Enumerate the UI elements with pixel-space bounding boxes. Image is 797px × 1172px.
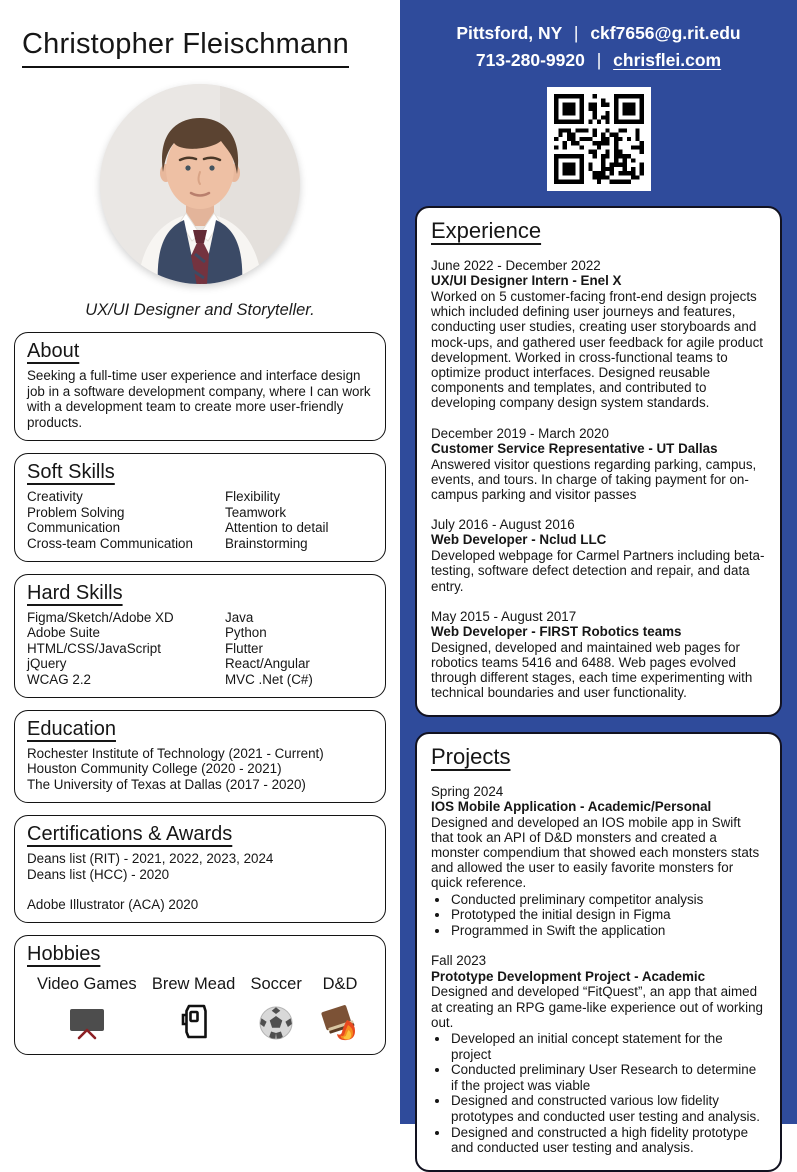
soft-skill [27, 536, 225, 551]
education-list [27, 746, 373, 792]
project-bullet [450, 892, 766, 908]
section-title-hobbies: Hobbies [27, 943, 101, 966]
soft-skill [225, 520, 373, 535]
contact-line-2 [415, 47, 782, 74]
hobby-label: Brew Mead [151, 975, 236, 994]
project-entry [431, 953, 766, 1155]
hard-skill [27, 672, 225, 687]
right-panel [400, 0, 797, 1156]
entry-role: Web Developer - FIRST Robotics teams [431, 624, 682, 640]
entry-dates: May 2015 - August 2017 [431, 608, 577, 624]
award-line [27, 867, 373, 882]
section-title-hard-skills: Hard Skills [27, 582, 123, 604]
contact-email: ckf7656@g.rit.edu [590, 23, 741, 43]
soft-skills-col1 [27, 489, 225, 551]
hobby-soccer [250, 975, 301, 1042]
experience-entry [431, 609, 766, 701]
project-bullet [450, 1093, 766, 1124]
entry-dates: June 2022 - December 2022 [431, 258, 601, 273]
qr-code-graphic [554, 94, 644, 184]
contact-block [415, 20, 782, 74]
left-column [0, 0, 400, 1124]
certifications-section [14, 815, 386, 923]
project-bullet [450, 1031, 766, 1062]
entry-dates: July 2016 - August 2016 [431, 517, 575, 533]
hobby-row [27, 971, 373, 1044]
hard-skills-col2 [225, 610, 373, 687]
award-text: Deans list (HCC) - 2020 [27, 866, 170, 882]
award-line [27, 851, 373, 866]
beer-stein-icon [172, 1002, 216, 1042]
soft-skill [27, 489, 225, 504]
bullet-text: Designed and constructed a high fidelity prototype and conducted user testing and analysis. [451, 1124, 749, 1156]
soft-skills-section [14, 453, 386, 562]
section-title-soft-skills: Soft Skills [27, 461, 115, 484]
entry-title: IOS Mobile Application - Academic/Personal [431, 798, 712, 814]
hard-skill [225, 672, 373, 687]
entry-dates: Spring 2024 [431, 783, 504, 799]
bullet-text: Prototyped the initial design in Figma [451, 907, 671, 923]
skill-text: Teamwork [225, 504, 287, 520]
education-section [14, 710, 386, 803]
hobby-brew-mead [152, 975, 235, 1042]
soft-skills-col2 [225, 489, 373, 551]
portrait-illustration [100, 84, 300, 284]
project-entries [431, 784, 766, 1156]
section-title-experience: Experience [431, 218, 542, 243]
skill-text: HTML/CSS/JavaScript [27, 640, 161, 656]
entry-dates: Fall 2023 [431, 953, 487, 969]
skill-text: Creativity [27, 489, 83, 505]
about-section [14, 332, 386, 441]
education-line [27, 761, 373, 776]
skill-text: Problem Solving [27, 504, 125, 520]
certifications-list [27, 897, 373, 912]
skill-text: MVC .Net (C#) [225, 671, 313, 687]
hard-skill [225, 656, 373, 671]
section-title-education: Education [27, 718, 116, 741]
entry-description: Designed and developed an IOS mobile app in Swift that took an API of D&D monsters and created a monster compendium that showed each monsters stats and allowed the user to easily favorite monsters for quick reference. [431, 814, 760, 891]
tv-icon [65, 1002, 109, 1042]
experience-section [415, 206, 782, 717]
skill-text: Java [225, 610, 254, 625]
bullet-text: Conducted preliminary competitor analysis [451, 891, 704, 907]
skill-text: Python [225, 625, 267, 641]
education-text: Houston Community College (2020 - 2021) [27, 761, 282, 777]
spacer [27, 882, 373, 897]
burning-book-icon [317, 1002, 363, 1042]
project-bullet [450, 1062, 766, 1093]
bullet-text: Programmed in Swift the application [451, 922, 666, 938]
education-text: The University of Texas at Dallas (2017 - 2020) [27, 776, 306, 792]
contact-location: Pittsford, NY [456, 23, 563, 43]
bullet-text: Developed an initial concept statement for the project [451, 1031, 723, 1062]
profile-photo [100, 84, 300, 284]
skill-text: Adobe Suite [27, 625, 100, 641]
entry-description: Designed, developed and maintained web pages for robotics teams 5416 and 6488. Web pages evolved through different stages, each time experimenting with technical boundaries and user functionality. [431, 639, 753, 701]
skill-text: Cross-team Communication [27, 535, 193, 551]
soft-skill [225, 505, 373, 520]
experience-entry [431, 258, 766, 411]
awards-list [27, 851, 373, 882]
hard-skill [27, 641, 225, 656]
name-text: Christopher Fleischmann [22, 28, 349, 68]
hobby-label: Video Games [37, 975, 137, 994]
hobby-video-games [37, 975, 137, 1042]
entry-role: Web Developer - Nclud LLC [431, 532, 607, 548]
name-heading [22, 28, 380, 68]
bullet-text: Conducted preliminary User Research to determine if the project was viable [451, 1062, 757, 1093]
hard-skill [225, 641, 373, 656]
education-text: Rochester Institute of Technology (2021 - Current) [27, 746, 324, 762]
certification-text: Adobe Illustrator (ACA) 2020 [27, 897, 199, 913]
entry-dates: December 2019 - March 2020 [431, 425, 609, 441]
skill-text: WCAG 2.2 [27, 671, 91, 687]
skill-text: jQuery [27, 656, 67, 672]
project-bullet-list [450, 1031, 766, 1156]
tagline: UX/UI Designer and Storyteller. [85, 301, 315, 319]
entry-description: Designed and developed “FitQuest”, an app that aimed at creating an RPG game-like experience out of working out. [431, 984, 763, 1030]
section-title-certifications: Certifications & Awards [27, 823, 233, 846]
skill-text: Figma/Sketch/Adobe XD [27, 610, 174, 625]
website-link[interactable]: chrisflei.com [613, 50, 722, 70]
entry-role: Customer Service Representative - UT Dallas [431, 440, 718, 456]
skill-text: Communication [27, 520, 121, 536]
soft-skill [225, 489, 373, 504]
projects-section [415, 732, 782, 1172]
soft-skill [225, 536, 373, 551]
hard-skill [225, 610, 373, 625]
entry-description: Worked on 5 customer-facing front-end design projects which included defining user journeys and features, conducting user studies, creating user storyboards and mock-ups, and gathered user feedback for agile product development. Worked in cross-functional teams to optimize product interfaces. Designed reusable components and templates, and contributed to developing company design system standards. [431, 289, 763, 411]
skill-text: Flutter [225, 640, 263, 656]
award-text: Deans list (RIT) - 2021, 2022, 2023, 2024 [27, 851, 274, 867]
hobbies-section [14, 935, 386, 1055]
contact-line-1 [415, 20, 782, 47]
pipe-separator: | [596, 50, 602, 70]
project-bullet [450, 907, 766, 923]
pipe-separator: | [573, 23, 579, 43]
soft-skill [27, 505, 225, 520]
entry-title: Prototype Development Project - Academic [431, 968, 706, 984]
contact-phone: 713-280-9920 [475, 50, 585, 70]
bullet-text: Designed and constructed various low fidelity prototypes and conducted user testing and analysis. [451, 1093, 760, 1125]
project-bullet [450, 1125, 766, 1156]
education-line [27, 777, 373, 792]
hard-skill [27, 625, 225, 640]
entry-description: Developed webpage for Carmel Partners including beta-testing, software defect detection and repair, and data entry. [431, 548, 765, 594]
experience-entry [431, 426, 766, 503]
skill-text: Flexibility [225, 489, 281, 505]
entry-description: Answered visitor questions regarding parking, campus, events, and tours. In charge of taking payment for on-campus parking and visitor passes [431, 456, 757, 503]
hard-skill [225, 625, 373, 640]
section-title-projects: Projects [431, 743, 511, 769]
hobby-label: D&D [322, 975, 358, 994]
project-entry [431, 784, 766, 939]
section-title-about: About [27, 340, 80, 362]
hobby-label: Soccer [250, 975, 302, 994]
hobby-dnd [317, 975, 363, 1042]
hard-skills-col1 [27, 610, 225, 687]
experience-entries [431, 258, 766, 701]
project-bullet [450, 923, 766, 939]
hard-skills-section [14, 574, 386, 698]
entry-role: UX/UI Designer Intern - Enel X [431, 273, 622, 289]
skill-text: Attention to detail [225, 520, 329, 536]
project-bullet-list [450, 892, 766, 939]
certification-line [27, 897, 373, 912]
skill-text: React/Angular [225, 656, 310, 672]
experience-entry [431, 517, 766, 594]
soccer-ball-icon [256, 1002, 296, 1042]
hard-skill [27, 610, 225, 625]
about-text: Seeking a full-time user experience and interface design job in a software development company, where I can work with a development team to create more user-friendly products. [27, 368, 371, 430]
skill-text: Brainstorming [225, 535, 308, 551]
qr-code [547, 87, 651, 191]
hard-skill [27, 656, 225, 671]
education-line [27, 746, 373, 761]
soft-skill [27, 520, 225, 535]
